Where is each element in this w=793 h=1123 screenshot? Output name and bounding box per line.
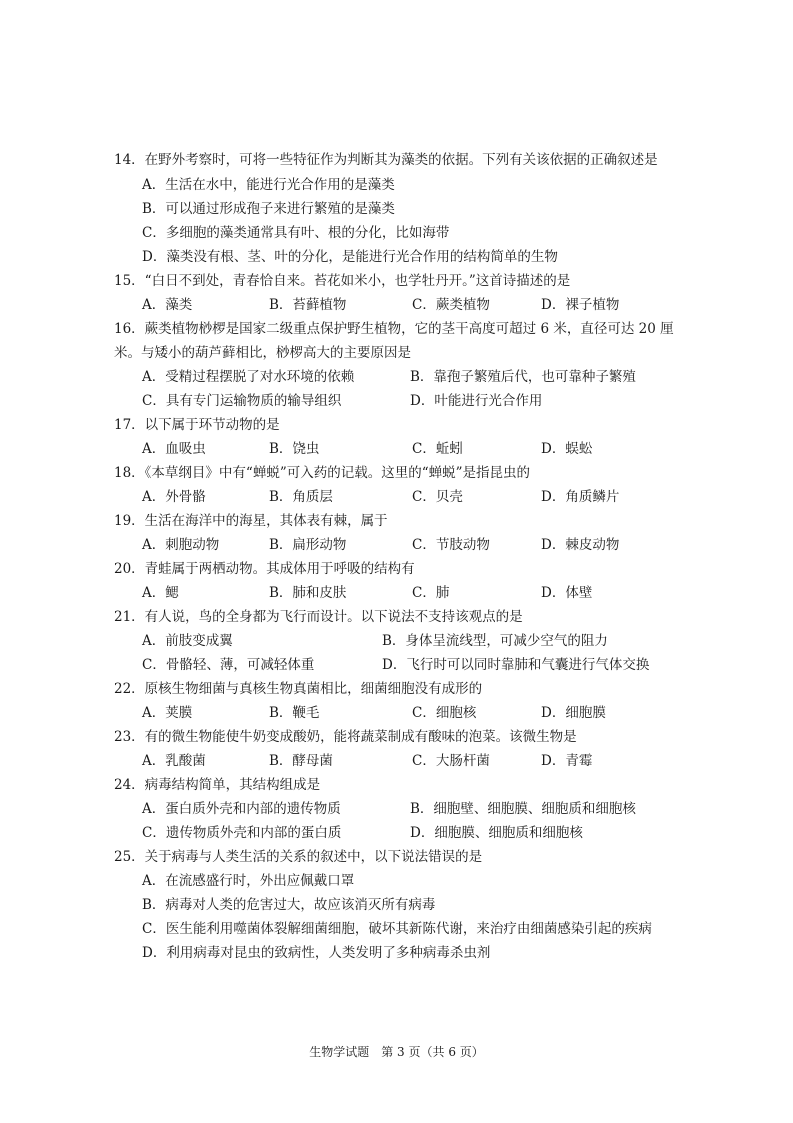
question-20-option-c: C．肺	[412, 585, 450, 601]
question-17-option-b: B．饶虫	[269, 441, 320, 457]
question-14-option-b: B．可以通过形成孢子来进行繁殖的是藻类	[142, 201, 395, 217]
question-23-stem: 23．有的微生物能使牛奶变成酸奶，能将蔬菜制成有酸味的泡菜。该微生物是	[114, 729, 577, 745]
question-15-option-c: C．蕨类植物	[412, 297, 490, 313]
question-22-option-b: B．鞭毛	[269, 705, 320, 721]
question-16-option-b: B．靠孢子繁殖后代，也可靠种子繁殖	[410, 369, 636, 385]
question-19-option-d: D．棘皮动物	[541, 537, 620, 553]
question-17-option-d: D．蜈蚣	[541, 441, 593, 457]
question-23-option-b: B．酵母菌	[269, 753, 333, 769]
question-23-option-d: D．青霉	[541, 753, 593, 769]
question-18-option-d: D．角质鳞片	[541, 489, 620, 505]
question-24-option-c: C．遗传物质外壳和内部的蛋白质	[142, 825, 342, 841]
question-16-option-c: C．具有专门运输物质的输导组织	[142, 393, 342, 409]
question-16-stem: 16．蕨类植物桫椤是国家二级重点保护野生植物，它的茎干高度可超过 6 米，直径可达 20 厘	[114, 321, 674, 337]
question-20-stem: 20．青蛙属于两栖动物。其成体用于呼吸的结构有	[114, 561, 415, 577]
question-16-option-d: D．叶能进行光合作用	[410, 393, 543, 409]
question-24-option-a: A．蛋白质外壳和内部的遗传物质	[142, 801, 341, 817]
question-14-option-c: C．多细胞的藻类通常具有叶、根的分化，比如海带	[142, 225, 450, 241]
question-14-option-d: D．藻类没有根、茎、叶的分化，是能进行光合作用的结构简单的生物	[142, 249, 558, 265]
question-16-option-a: A．受精过程摆脱了对水环境的依赖	[142, 369, 355, 385]
question-15-stem: 15．“白日不到处，青春恰自来。苔花如米小，也学牡丹开。”这首诗描述的是	[114, 273, 571, 289]
question-15-option-b: B．苔藓植物	[269, 297, 347, 313]
question-24-stem: 24．病毒结构简单，其结构组成是	[114, 777, 321, 793]
question-18-option-b: B．角质层	[269, 489, 333, 505]
question-20-option-d: D．体壁	[541, 585, 593, 601]
question-18-stem: 18．《本草纲目》中有“蝉蜕”可入药的记载。这里的“蝉蜕”是指昆虫的	[114, 465, 531, 481]
question-22-option-a: A．荚膜	[142, 705, 193, 721]
question-17-option-c: C．蚯蚓	[412, 441, 463, 457]
question-15-option-d: D．裸子植物	[541, 297, 620, 313]
question-25-option-a: A．在流感盛行时，外出应佩戴口罩	[142, 873, 355, 889]
question-14-stem: 14．在野外考察时，可将一些特征作为判断其为藻类的依据。下列有关该依据的正确叙述是	[114, 152, 658, 168]
question-25-option-d: D．利用病毒对昆虫的致病性，人类发明了多种病毒杀虫剂	[142, 945, 491, 961]
question-21-option-a: A．前肢变成翼	[142, 633, 233, 649]
question-25-option-c: C．医生能利用噬菌体裂解细菌细胞，破坏其新陈代谢，来治疗由细菌感染引起的疾病	[142, 921, 652, 937]
question-19-stem: 19．生活在海洋中的海星，其体表有棘，属于	[114, 513, 388, 529]
question-22-option-c: C．细胞核	[412, 705, 477, 721]
question-23-option-a: A．乳酸菌	[142, 753, 206, 769]
page-footer: 生物学试题 第 3 页（共 6 页）	[309, 1045, 484, 1059]
question-15-option-a: A．藻类	[142, 297, 193, 313]
question-17-stem: 17．以下属于环节动物的是	[114, 417, 280, 433]
question-22-option-d: D．细胞膜	[541, 705, 606, 721]
question-21-option-d: D．飞行时可以同时靠肺和气囊进行气体交换	[382, 657, 650, 673]
question-20-option-a: A．鳃	[142, 585, 179, 601]
question-21-option-c: C．骨骼轻、薄，可减轻体重	[142, 657, 315, 673]
question-14-option-a: A．生活在水中，能进行光合作用的是藻类	[142, 177, 395, 193]
question-24-option-d: D．细胞膜、细胞质和细胞核	[410, 825, 583, 841]
question-24-option-b: B．细胞壁、细胞膜、细胞质和细胞核	[410, 801, 636, 817]
question-19-option-c: C．节肢动物	[412, 537, 490, 553]
question-21-option-b: B．身体呈流线型，可减少空气的阻力	[382, 633, 608, 649]
question-21-stem: 21．有人说，鸟的全身都为飞行而设计。以下说法不支持该观点的是	[114, 609, 523, 625]
question-16-stem-continued: 米。与矮小的葫芦藓相比，桫椤高大的主要原因是	[114, 345, 411, 361]
question-17-option-a: A．血吸虫	[142, 441, 206, 457]
question-22-stem: 22．原核生物细菌与真核生物真菌相比，细菌细胞没有成形的	[114, 681, 483, 697]
question-23-option-c: C．大肠杆菌	[412, 753, 490, 769]
question-18-option-c: C．贝壳	[412, 489, 463, 505]
question-19-option-b: B．扁形动物	[269, 537, 347, 553]
question-18-option-a: A．外骨骼	[142, 489, 206, 505]
question-20-option-b: B．肺和皮肤	[269, 585, 347, 601]
question-19-option-a: A．刺胞动物	[142, 537, 220, 553]
question-25-stem: 25．关于病毒与人类生活的关系的叙述中，以下说法错误的是	[114, 849, 483, 865]
question-25-option-b: B．病毒对人类的危害过大，故应该消灭所有病毒	[142, 897, 436, 913]
